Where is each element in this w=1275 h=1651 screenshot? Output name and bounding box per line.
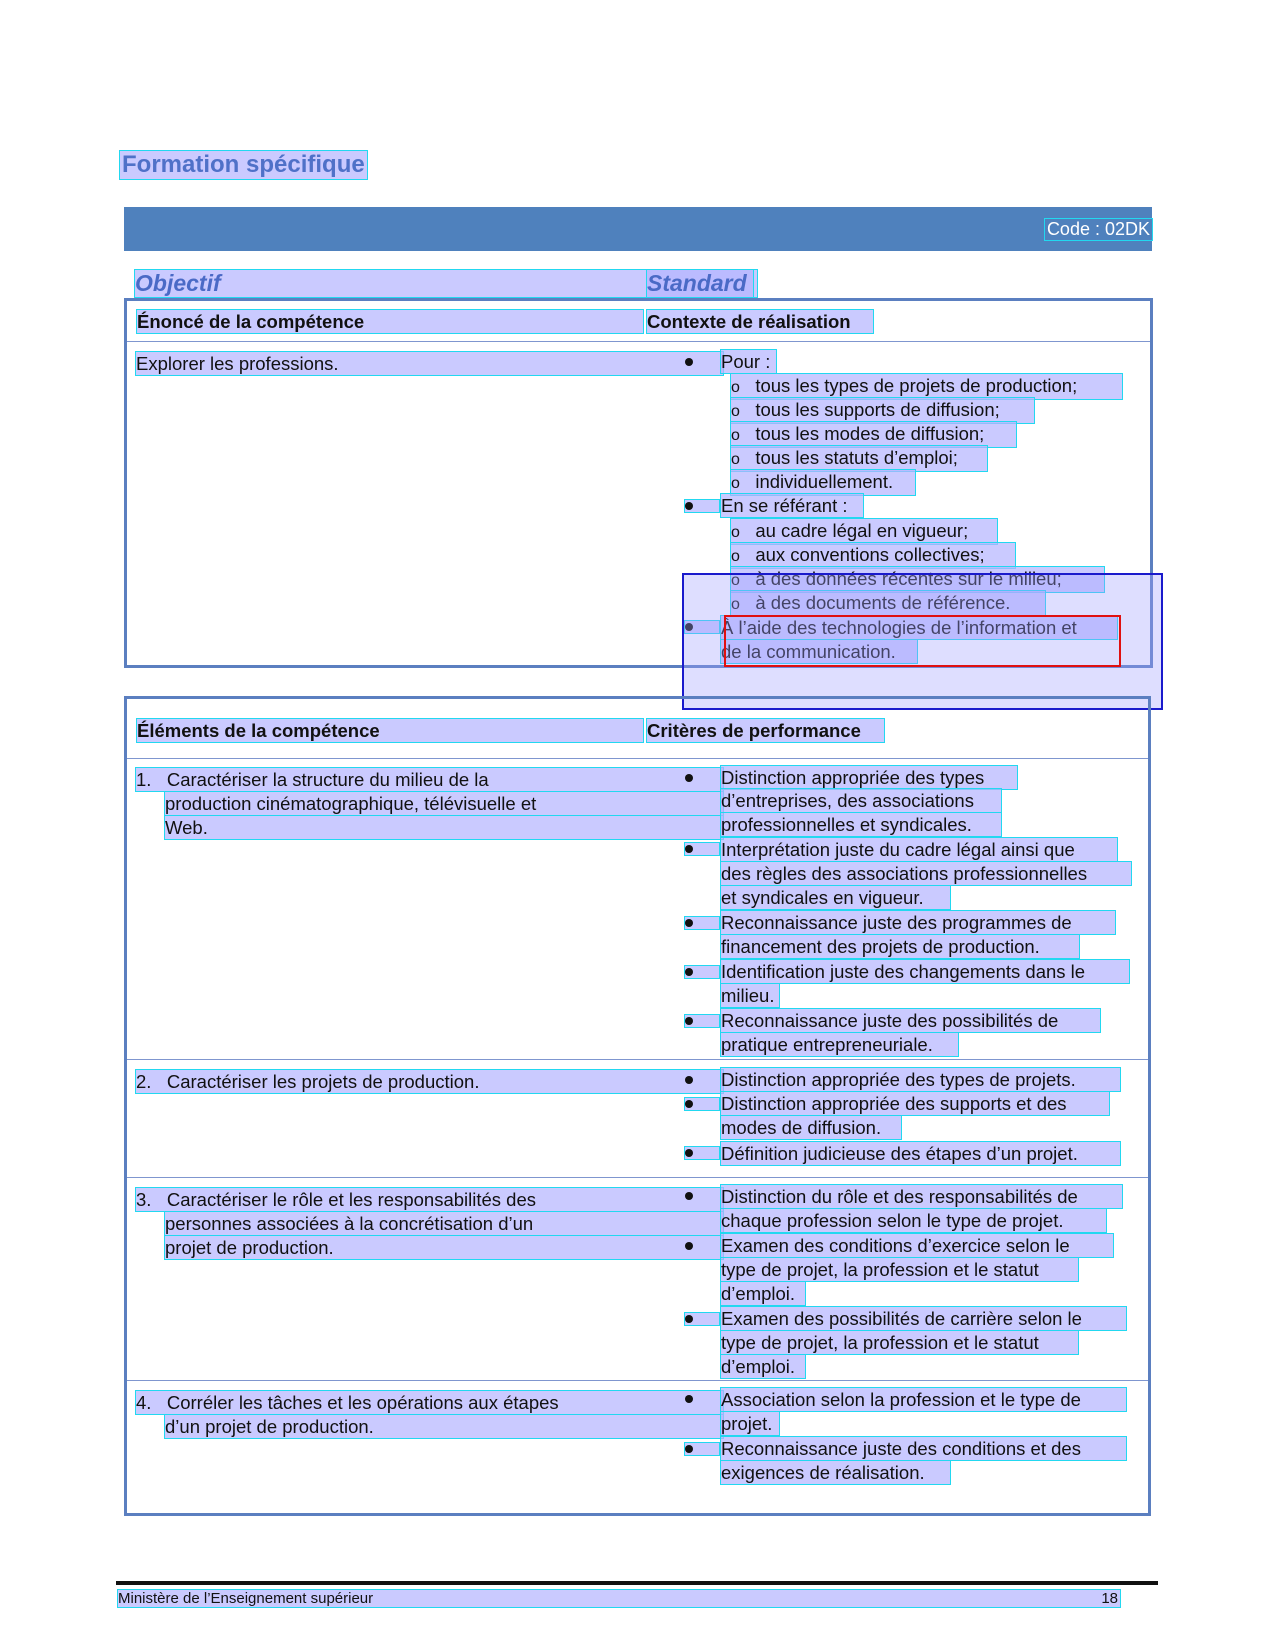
criterion-line: d’emploi. xyxy=(721,1355,805,1378)
focus-box xyxy=(724,615,1121,667)
criterion: Reconnaissance juste des conditions et des xyxy=(721,1437,1126,1460)
pour-item: o individuellement. xyxy=(731,470,915,495)
pour-item: o tous les modes de diffusion; xyxy=(731,422,1016,447)
criterion-line: type de projet, la profession et le statut xyxy=(721,1258,1078,1281)
criterion-line: professionnelles et syndicales. xyxy=(721,813,1001,836)
table1-header-divider xyxy=(127,341,1150,342)
criterion: Reconnaissance juste des possibilités de xyxy=(721,1009,1100,1032)
code-band xyxy=(124,207,1152,251)
section-title: Formation spécifique xyxy=(122,151,365,178)
objectif-label: Objectif xyxy=(135,270,757,297)
bullet-icon xyxy=(685,968,693,976)
circle-bullet-icon: o xyxy=(731,572,740,589)
footer-rule xyxy=(116,1581,1158,1585)
criterion-line: exigences de réalisation. xyxy=(721,1461,950,1484)
criterion-line: des règles des associations professionnelles xyxy=(721,862,1131,885)
criterion-line: milieu. xyxy=(721,984,779,1007)
element-3: 3. Caractériser le rôle et les responsabilités des xyxy=(136,1188,723,1211)
bullet-icon xyxy=(685,502,693,510)
referant-item: o à des documents de référence. xyxy=(731,591,1045,616)
header-criteres: Critères de performance xyxy=(647,719,884,742)
referant-label: En se référant : xyxy=(721,494,863,517)
circle-bullet-icon: o xyxy=(731,475,740,492)
bullet-icon xyxy=(685,1315,693,1323)
criterion: Distinction du rôle et des responsabilités de xyxy=(721,1185,1122,1208)
criterion: Distinction appropriée des types xyxy=(721,766,1017,789)
element-2: 2. Caractériser les projets de production. xyxy=(136,1070,723,1093)
bullet-icon xyxy=(685,919,693,927)
referant-item: o aux conventions collectives; xyxy=(731,543,1015,568)
referant-item: o au cadre légal en vigueur; xyxy=(731,519,997,544)
criterion-line: modes de diffusion. xyxy=(721,1116,901,1139)
bullet-icon xyxy=(685,1242,693,1250)
referant-item: o à des données récentes sur le milieu; xyxy=(731,567,1104,592)
bullet-icon xyxy=(685,358,693,366)
criterion-line: chaque profession selon le type de projet. xyxy=(721,1209,1106,1232)
footer xyxy=(118,1590,1120,1607)
circle-bullet-icon: o xyxy=(731,451,740,468)
element-1: 1. Caractériser la structure du milieu de la xyxy=(136,768,723,791)
bullet-icon xyxy=(685,1445,693,1453)
header-contexte: Contexte de réalisation xyxy=(647,310,873,333)
bullet-icon xyxy=(685,1149,693,1157)
criterion-line: type de projet, la profession et le statut xyxy=(721,1331,1078,1354)
criterion-line: d’emploi. xyxy=(721,1282,805,1305)
criterion: Identification juste des changements dans le xyxy=(721,960,1129,983)
criterion: Reconnaissance juste des programmes de xyxy=(721,911,1115,934)
competence-statement: Explorer les professions. xyxy=(136,352,723,375)
table2-header-divider xyxy=(127,758,1148,759)
bullet-icon xyxy=(685,1017,693,1025)
criterion-line: d’entreprises, des associations xyxy=(721,789,1001,812)
element-3-line: personnes associées à la concrétisation d’un xyxy=(165,1212,723,1235)
circle-bullet-icon: o xyxy=(731,403,740,420)
standard-label: Standard xyxy=(647,270,753,297)
pour-item: o tous les statuts d’emploi; xyxy=(731,446,987,471)
element-3-line: projet de production. xyxy=(165,1236,723,1259)
header-elements: Éléments de la compétence xyxy=(137,719,643,742)
criterion-line: financement des projets de production. xyxy=(721,935,1079,958)
pour-item: o tous les supports de diffusion; xyxy=(731,398,1034,423)
bullet-icon xyxy=(685,1192,693,1200)
element-1-line: production cinématographique, télévisuelle et xyxy=(165,792,723,815)
circle-bullet-icon: o xyxy=(731,548,740,565)
bullet-icon xyxy=(685,1395,693,1403)
bullet-icon xyxy=(685,1076,693,1084)
row-divider xyxy=(127,1059,1148,1060)
criterion-line: et syndicales en vigueur. xyxy=(721,886,950,909)
criterion: Définition judicieuse des étapes d’un projet. xyxy=(721,1142,1120,1165)
circle-bullet-icon: o xyxy=(731,379,740,396)
row-divider xyxy=(127,1380,1148,1381)
criterion: Examen des possibilités de carrière selon le xyxy=(721,1307,1126,1330)
circle-bullet-icon: o xyxy=(731,596,740,613)
element-4: 4. Corréler les tâches et les opérations aux étapes xyxy=(136,1391,723,1414)
criterion-line: pratique entrepreneuriale. xyxy=(721,1033,958,1056)
page-number: 18 xyxy=(1101,1590,1118,1607)
pour-label: Pour : xyxy=(721,350,776,373)
circle-bullet-icon: o xyxy=(731,427,740,444)
criterion: Association selon la profession et le type de xyxy=(721,1388,1126,1411)
aide-line-1: À l’aide des technologies de l’information et xyxy=(721,616,1117,639)
bullet-icon xyxy=(685,845,693,853)
criterion: Distinction appropriée des types de projets. xyxy=(721,1068,1120,1091)
criterion: Examen des conditions d’exercice selon le xyxy=(721,1234,1113,1257)
bullet-icon xyxy=(685,774,693,782)
header-enonce: Énoncé de la compétence xyxy=(137,310,643,333)
criterion-line: projet. xyxy=(721,1412,779,1435)
row-divider xyxy=(127,1177,1148,1178)
bullet-icon xyxy=(685,1100,693,1108)
aide-line-2: de la communication. xyxy=(721,640,917,663)
pour-item: o tous les types de projets de production; xyxy=(731,374,1122,399)
criterion: Interprétation juste du cadre légal ainsi que xyxy=(721,838,1117,861)
course-code: Code : 02DK xyxy=(1046,219,1150,239)
footer-ministry: Ministère de l’Enseignement supérieur xyxy=(118,1590,374,1607)
element-1-line: Web. xyxy=(165,816,723,839)
element-4-line: d’un projet de production. xyxy=(165,1415,723,1438)
circle-bullet-icon: o xyxy=(731,524,740,541)
criterion: Distinction appropriée des supports et des xyxy=(721,1092,1109,1115)
